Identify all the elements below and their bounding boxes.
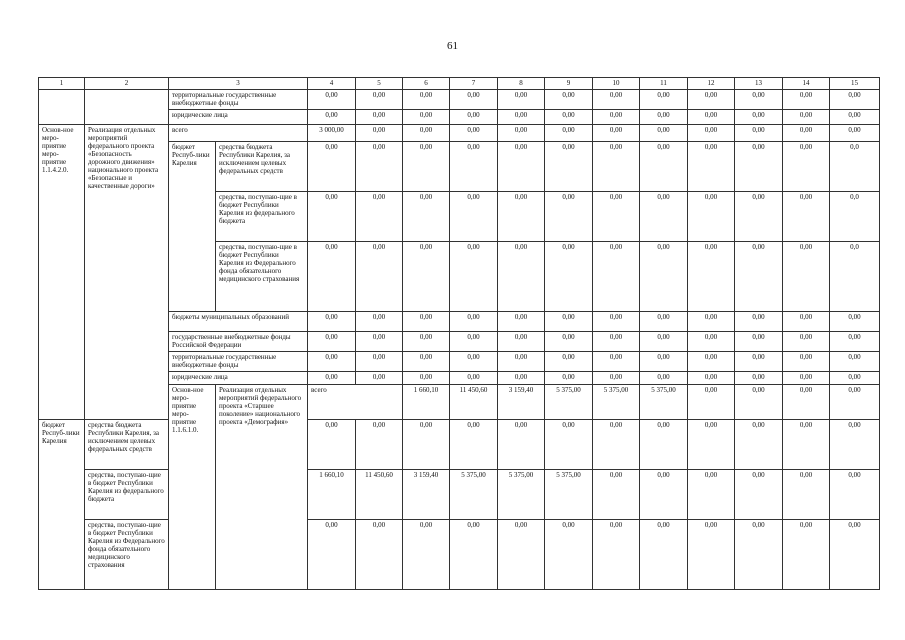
value-cell: 0,00 [830,520,880,590]
header-cell: 7 [450,78,498,90]
value-cell: 0,00 [688,110,735,125]
value-cell: 1 660,10 [403,385,450,420]
value-cell: 0,00 [498,242,545,312]
value-cell: 0,00 [640,142,688,192]
row-label: средства бюджета Республики Карелия, за исключением целевых федеральных средств [85,420,169,470]
value-cell: 0,00 [498,110,545,125]
value-cell: 5 375,00 [545,470,593,520]
value-cell: 0,00 [498,125,545,142]
value-cell: 0,0 [830,242,880,312]
value-cell: 0,00 [593,332,640,352]
value-cell: 0,00 [356,90,403,110]
value-cell: 0,00 [688,420,735,470]
value-cell: 0,00 [640,372,688,385]
value-cell: 0,00 [783,332,830,352]
row-label: средства, поступаю-щие в бюджет Республики Карелия из федерального бюджета [216,192,308,242]
value-cell: 0,00 [783,352,830,372]
value-cell: 0,00 [450,332,498,352]
value-cell: 0,00 [688,372,735,385]
value-cell: 0,0 [830,142,880,192]
value-cell: 0,00 [498,90,545,110]
value-cell: 0,00 [308,192,356,242]
value-cell: 0,00 [308,242,356,312]
value-cell: 5 375,00 [640,385,688,420]
value-cell: 0,00 [356,242,403,312]
header-cell: 3 [169,78,308,90]
value-cell: 0,00 [403,420,450,470]
value-cell: 0,0 [830,192,880,242]
value-cell: 0,00 [688,332,735,352]
value-cell: 3 159,40 [498,385,545,420]
value-cell: 3 000,00 [308,125,356,142]
value-cell: 0,00 [450,192,498,242]
value-cell: 0,00 [735,420,783,470]
value-cell: 0,00 [783,385,830,420]
value-cell: 0,00 [450,242,498,312]
value-cell: 0,00 [545,352,593,372]
value-cell: 0,00 [830,312,880,332]
value-cell: 0,00 [498,142,545,192]
value-cell: 0,00 [450,90,498,110]
value-cell: 0,00 [830,352,880,372]
value-cell: 0,00 [783,125,830,142]
row-label: территориальные государственные внебюджетные фонды [169,90,308,110]
value-cell: 0,00 [593,420,640,470]
budget-group-label: бюджет Респуб-лики Карелия [39,420,85,590]
value-cell: 0,00 [735,352,783,372]
value-cell: 0,00 [593,242,640,312]
header-cell: 5 [356,78,403,90]
value-cell: 0,00 [498,332,545,352]
value-cell: 0,00 [356,372,403,385]
value-cell: 0,00 [498,352,545,372]
value-cell: 0,00 [356,312,403,332]
value-cell: 0,00 [545,242,593,312]
value-cell: 0,00 [450,372,498,385]
value-cell: 0,00 [593,90,640,110]
value-cell: 0,00 [640,470,688,520]
table-row [39,420,880,470]
row-label: государственные внебюджетные фонды Российской Федерации [169,332,308,352]
value-cell: 0,00 [640,352,688,372]
value-cell: 0,00 [688,142,735,192]
row-label: всего [308,385,403,420]
value-cell: 0,00 [403,352,450,372]
value-cell: 0,00 [735,385,783,420]
header-cell: 14 [783,78,830,90]
value-cell: 0,00 [783,420,830,470]
value-cell: 0,00 [403,312,450,332]
header-cell: 2 [85,78,169,90]
value-cell: 0,00 [498,520,545,590]
value-cell: 0,00 [498,420,545,470]
header-cell: 12 [688,78,735,90]
value-cell: 0,00 [593,110,640,125]
value-cell: 0,00 [688,470,735,520]
value-cell: 0,00 [640,332,688,352]
value-cell: 0,00 [356,192,403,242]
value-cell: 0,00 [640,125,688,142]
value-cell: 0,00 [830,125,880,142]
value-cell: 0,00 [593,125,640,142]
value-cell: 0,00 [735,520,783,590]
value-cell: 0,00 [356,332,403,352]
value-cell: 0,00 [450,125,498,142]
value-cell: 0,00 [356,420,403,470]
value-cell: 0,00 [593,470,640,520]
value-cell: 0,00 [593,142,640,192]
value-cell: 0,00 [403,125,450,142]
header-cell: 9 [545,78,593,90]
value-cell: 0,00 [308,372,356,385]
value-cell: 5 375,00 [450,470,498,520]
value-cell: 0,00 [783,192,830,242]
activity-description: Реализация отдельных мероприятий федерального проекта «Старшее поколение» национального проекта «Демография» [216,385,308,590]
header-cell: 8 [498,78,545,90]
header-cell: 11 [640,78,688,90]
value-cell: 0,00 [308,520,356,590]
table-row [39,470,880,520]
value-cell: 0,00 [545,142,593,192]
value-cell: 11 450,60 [356,470,403,520]
value-cell: 0,00 [640,110,688,125]
value-cell: 0,00 [403,520,450,590]
header-row [39,78,880,90]
value-cell: 0,00 [593,372,640,385]
value-cell: 0,00 [688,242,735,312]
value-cell: 0,00 [783,520,830,590]
value-cell: 0,00 [640,192,688,242]
row-label: всего [169,125,308,142]
value-cell: 0,00 [735,192,783,242]
value-cell: 0,00 [450,312,498,332]
value-cell: 0,00 [688,352,735,372]
value-cell: 0,00 [308,142,356,192]
value-cell: 0,00 [545,125,593,142]
value-cell: 0,00 [783,142,830,192]
value-cell: 3 159,40 [403,470,450,520]
value-cell: 0,00 [783,110,830,125]
value-cell: 0,00 [545,332,593,352]
value-cell: 0,00 [830,470,880,520]
row-label: средства, поступаю-щие в бюджет Республики Карелия из Федерального фонда обязательного медицинского страхования [216,242,308,312]
budget-group-label: бюджет Респуб-лики Карелия [169,142,216,312]
value-cell: 0,00 [688,312,735,332]
value-cell: 0,00 [783,470,830,520]
value-cell: 0,00 [735,312,783,332]
value-cell: 0,00 [783,242,830,312]
value-cell: 0,00 [545,520,593,590]
table-row [39,125,880,142]
header-cell: 1 [39,78,85,90]
value-cell: 0,00 [403,192,450,242]
value-cell: 0,00 [450,352,498,372]
value-cell: 0,00 [545,372,593,385]
value-cell: 0,00 [545,192,593,242]
header-cell: 10 [593,78,640,90]
value-cell: 0,00 [356,125,403,142]
value-cell: 0,00 [735,372,783,385]
row-label: средства, поступаю-щие в бюджет Республики Карелия из федерального бюджета [85,470,169,520]
value-cell: 0,00 [830,372,880,385]
value-cell: 0,00 [403,372,450,385]
value-cell: 0,00 [830,385,880,420]
value-cell: 0,00 [593,192,640,242]
value-cell: 0,00 [830,90,880,110]
budget-table [38,77,880,590]
value-cell: 0,00 [640,242,688,312]
value-cell: 0,00 [830,420,880,470]
value-cell: 0,00 [545,90,593,110]
table-row [39,520,880,590]
value-cell: 0,00 [308,110,356,125]
value-cell: 0,00 [498,192,545,242]
value-cell: 0,00 [356,520,403,590]
value-cell: 0,00 [403,90,450,110]
value-cell: 0,00 [308,332,356,352]
value-cell: 0,00 [450,420,498,470]
activity-code: Основ-ное меро-приятие меро-приятие 1.1.6.1.0. [169,385,216,590]
activity-description: Реализация отдельных мероприятий федерального проекта «Безопасность дорожного движения» национального проекта «Безопасные и качественные дороги» [85,125,169,420]
value-cell: 0,00 [640,420,688,470]
row-label: бюджеты муниципальных образований [169,312,308,332]
header-cell: 15 [830,78,880,90]
value-cell: 0,00 [735,90,783,110]
value-cell: 0,00 [403,110,450,125]
value-cell: 0,00 [593,312,640,332]
value-cell: 0,00 [498,312,545,332]
row-label: средства бюджета Республики Карелия, за исключением целевых федеральных средств [216,142,308,192]
value-cell: 0,00 [593,520,640,590]
value-cell: 0,00 [450,110,498,125]
value-cell: 5 375,00 [593,385,640,420]
value-cell: 0,00 [545,312,593,332]
page-number: 61 [447,40,458,52]
value-cell: 0,00 [783,372,830,385]
value-cell: 0,00 [735,332,783,352]
value-cell: 0,00 [688,90,735,110]
value-cell: 0,00 [735,110,783,125]
value-cell: 0,00 [735,142,783,192]
value-cell: 0,00 [403,332,450,352]
value-cell: 0,00 [735,242,783,312]
value-cell: 0,00 [403,142,450,192]
table-row [39,90,880,110]
header-cell: 6 [403,78,450,90]
value-cell: 5 375,00 [498,470,545,520]
value-cell: 11 450,60 [450,385,498,420]
value-cell: 0,00 [735,125,783,142]
value-cell: 0,00 [688,385,735,420]
header-cell: 4 [308,78,356,90]
value-cell: 0,00 [450,520,498,590]
value-cell: 0,00 [640,312,688,332]
value-cell: 0,00 [783,312,830,332]
value-cell: 0,00 [450,142,498,192]
value-cell: 0,00 [688,125,735,142]
value-cell: 0,00 [783,90,830,110]
value-cell: 0,00 [830,110,880,125]
value-cell: 0,00 [688,192,735,242]
row-label: юридические лица [169,372,308,385]
value-cell: 0,00 [308,312,356,332]
value-cell: 0,00 [545,110,593,125]
value-cell: 0,00 [498,372,545,385]
value-cell: 0,00 [403,242,450,312]
value-cell: 0,00 [545,420,593,470]
value-cell: 0,00 [640,520,688,590]
row-label: средства, поступаю-щие в бюджет Республики Карелия из Федерального фонда обязательного медицинского страхования [85,520,169,590]
value-cell: 0,00 [308,420,356,470]
value-cell: 5 375,00 [545,385,593,420]
value-cell: 0,00 [640,90,688,110]
value-cell: 1 660,10 [308,470,356,520]
value-cell: 0,00 [593,352,640,372]
value-cell: 0,00 [830,332,880,352]
row-label: территориальные государственные внебюджетные фонды [169,352,308,372]
value-cell: 0,00 [356,352,403,372]
value-cell: 0,00 [735,470,783,520]
value-cell: 0,00 [356,110,403,125]
value-cell: 0,00 [308,352,356,372]
activity-code: Основ-ное меро-приятие меро-приятие 1.1.4.2.0. [39,125,85,420]
value-cell: 0,00 [688,520,735,590]
row-label: юридические лица [169,110,308,125]
value-cell: 0,00 [308,90,356,110]
header-cell: 13 [735,78,783,90]
value-cell: 0,00 [356,142,403,192]
